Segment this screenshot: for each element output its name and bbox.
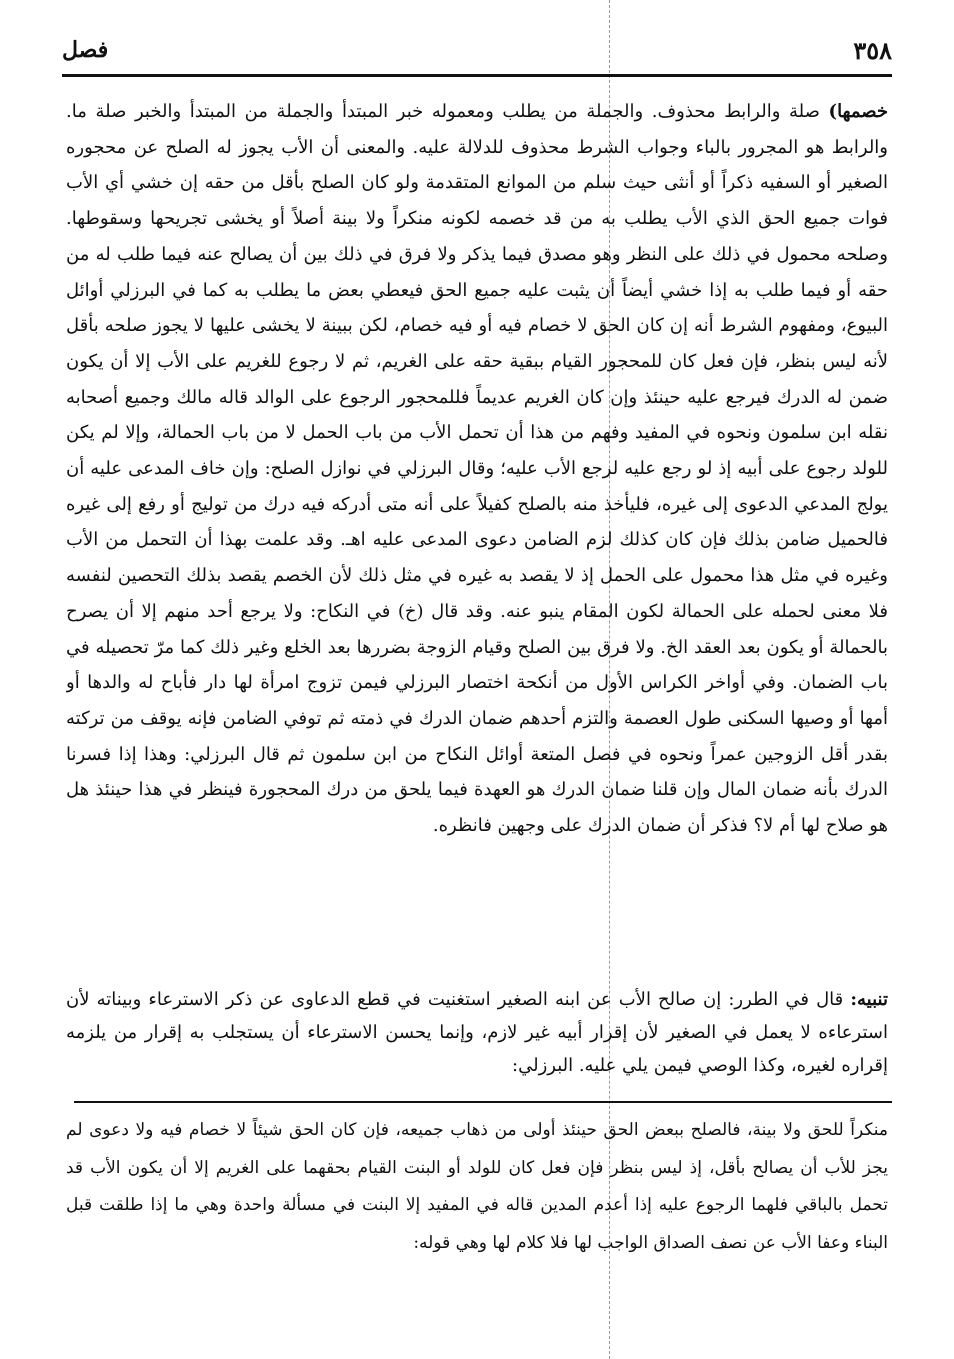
page-number: ٣٥٨ <box>853 35 892 65</box>
footnote-rule <box>74 1101 892 1103</box>
header-rule <box>62 74 892 77</box>
tanbih-label: تنبيه: <box>850 989 888 1010</box>
footnote-paragraph: منكراً للحق ولا بينة، فالصلح ببعض الحق حينئذ أولى من ذهاب جميعه، فإن كان الحق شيئاً لا خصام فيه ولا دعوى لم يجز للأب أن يصالح بأقل، إذ ليس بنظر فإن فعل كان للولد أو البنت القيام بحقهما على الغريم إلا أن يكون الأب قد تحمل بالباقي فلهما الرجوع عليه إذا أعدم المدين قاله في المفيد إلا البنت في مسألة واحدة وهي ما إذا طلقت قبل البناء وعفا الأب عن نصف الصداق الواجب لها فلا كلام لها وهي قوله: <box>66 1120 888 1253</box>
page-header <box>62 30 892 70</box>
main-body: صلة والرابط محذوف. والجملة من يطلب ومعموله خبر المبتدأ والجملة من المبتدأ والخبر صلة ما. والرابط هو المجرور بالباء وجواب الشرط محذوف للدلالة عليه. والمعنى أن الأب يجوز له الصلح عن محجوره الصغير أو السفيه ذكراً أو أنثى حيث سلم من الموانع المتقدمة ولو كان الصلح بأقل من حقه إن خشي أي الأب فوات جميع الحق الذي الأب يطلب به من قد خصمه لكونه منكراً ولا بينة أصلاً أو يخشى تجريحها وسقوطها. وصلحه محمول في ذلك على النظر وهو مصدق فيما يذكر ولا فرق في ذلك بين أن يصالح عنه فيما طلب له من حقه أو فيما طلب به إذا خشي أيضاً أن يثبت عليه جميع الحق فيعطي بعض ما يطلب به كما في البرزلي أوائل البيوع، ومفهوم الشرط أنه إن كان الحق لا خصام فيه أو فيه خصام، لكن ببينة لا يخشى عليها لا يجوز صلحه بأقل لأنه ليس بنظر، فإن فعل كان للمحجور القيام ببقية حقه على الغريم، ثم لا رجوع للغريم على الأب إلا أن يكون ضمن له الدرك فيرجع عليه حينئذ وإن كان الغريم عديماً فللمحجور الرجوع على الوالد قاله مالك وجميع أصحابه نقله ابن سلمون ونحوه في المفيد وفهم من هذا أن تحمل الأب من باب الحمل لا من باب الحمالة، وإلا لم يكن للولد رجوع على أبيه إذ لو رجع عليه لرجع الأب عليه؛ وقال البرزلي في نوازل الصلح: وإن خاف المدعى عليه أن يولج المدعي الدعوى إلى غيره، فليأخذ منه بالصلح كفيلاً على أنه متى أدركه فيه درك من توليج أو رفع إلى غيره فالحميل ضامن بذلك فإن كان كذلك لزم الضامن دعوى المدعى عليه اهـ. وقد علمت بهذا أن التحمل من الأب وغيره في مثل هذا محمول على الحمل إذ لا يقصد به غيره في مثل ذلك لأن الخصم يقصد بذلك التحصين لنفسه فلا معنى لحمله على الحمالة لكون المقام ينبو عنه. وقد قال (خ) في النكاح: ولا يرجع أحد منهم إلا أن يصرح بالحمالة أو يكون بعد العقد الخ. ولا فرق بين الصلح وقيام الزوجة بضررها بعد الخلع وغير ذلك كما مرّ تحصيله في باب الضمان. وفي أواخر الكراس الأول من أنكحة اختصار البرزلي فيمن تزوج امرأة لها دار فأباح له والدها أو أمها أو وصيها السكنى طول العصمة والتزم أحدهم ضمان الدرك في ذمته ثم توفي الضامن فإنه يوقف من تركته بقدر أقل الزوجين عمراً ونحوه في فصل المتعة أوائل النكاح من ابن سلمون ثم قال البرزلي: وهذا إذا فسرنا الدرك بأنه ضمان المال وإن قلنا ضمان الدرك هو العهدة فيما يلحق من درك المحجورة فينظر في هذا حينئذ هل هو صلاح لها أم لا؟ فذكر أن ضمان الدرك على وجهين فانظره. <box>66 101 888 837</box>
lead-word: خصمها) <box>828 101 888 122</box>
tanbih-body: قال في الطرر: إن صالح الأب عن ابنه الصغير استغنيت في قطع الدعاوى عن ذكر الاسترعاء وبيناته لأن استرعاءه لا يعمل في الصغير لأن إقرار أبيه غير لازم، وإنما يحسن الاسترعاء أن يستجلب به إقرار من يلزمه إقراره لغيره، وكذا الوصي فيمن يلي عليه. البرزلي: <box>66 989 888 1076</box>
running-title: فصل <box>62 37 109 63</box>
footnote <box>66 1112 888 1322</box>
tanbih-paragraph <box>66 983 888 1082</box>
main-text <box>66 94 888 990</box>
main-paragraph <box>66 94 888 844</box>
tanbih-note <box>66 983 888 1093</box>
